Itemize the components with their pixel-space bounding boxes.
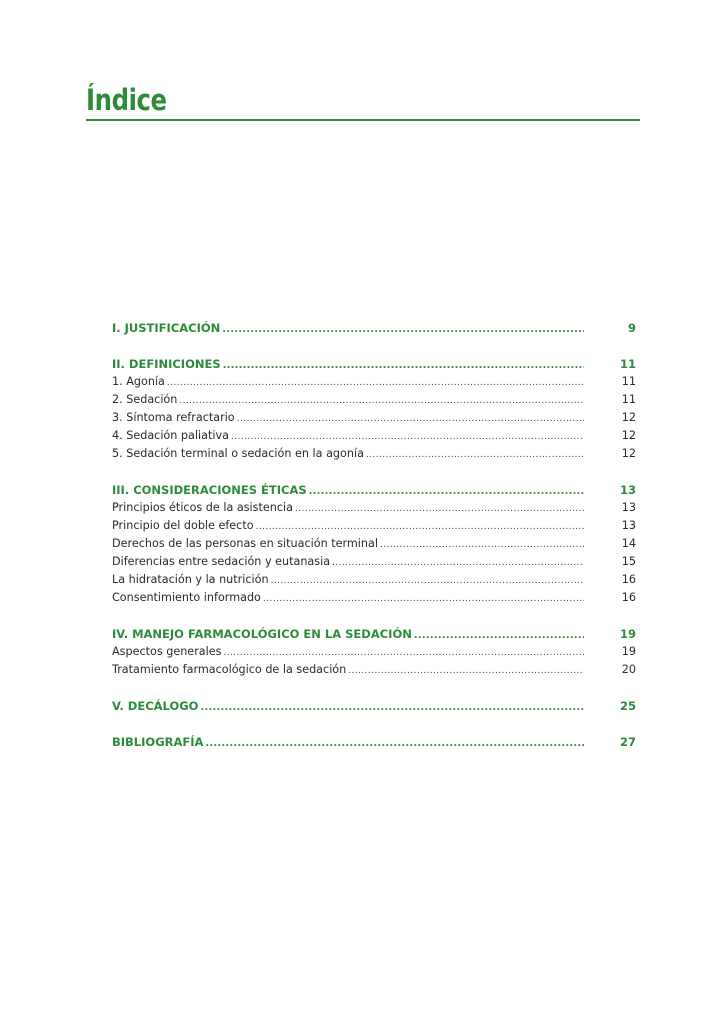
toc-heading[interactable]: [112, 733, 636, 751]
toc-item-label: 5. Sedación terminal o sedación en la agonía: [112, 447, 364, 460]
toc-heading[interactable]: [112, 625, 636, 643]
toc-heading-label: V. DECÁLOGO: [112, 699, 199, 713]
toc-section-justificacion: [112, 319, 636, 337]
toc-item-label: 4. Sedación paliativa: [112, 429, 229, 442]
dot-leader: [200, 699, 584, 717]
toc-item[interactable]: [112, 427, 636, 445]
toc-heading-label: IV. MANEJO FARMACOLÓGICO EN LA SEDACIÓN: [112, 627, 412, 641]
toc-item-label: 2. Sedación: [112, 393, 178, 406]
toc-page-number: 12: [621, 429, 636, 442]
toc-heading[interactable]: [112, 319, 636, 337]
dot-leader: [223, 357, 584, 375]
toc-page-number: 12: [621, 447, 636, 460]
toc-item-label: Principio del doble efecto: [112, 519, 254, 532]
toc-heading-label: BIBLIOGRAFÍA: [112, 735, 204, 749]
toc-item[interactable]: [112, 589, 636, 607]
toc-item-label: 3. Síntoma refractario: [112, 411, 235, 424]
toc-item-label: Consentimiento informado: [112, 591, 261, 604]
toc-heading[interactable]: [112, 481, 636, 499]
toc-page-number: 19: [621, 645, 636, 658]
toc-section-bibliografia: [112, 733, 636, 751]
toc-item-label: Derechos de las personas en situación terminal: [112, 537, 378, 550]
toc-item[interactable]: [112, 643, 636, 661]
toc-item[interactable]: [112, 517, 636, 535]
toc-page-number: 9: [627, 321, 636, 335]
toc-page-number: 13: [619, 483, 636, 497]
toc-section-consideraciones-eticas: [112, 481, 636, 607]
page-title: Índice: [86, 83, 167, 117]
toc-page-number: 12: [621, 411, 636, 424]
toc-item[interactable]: [112, 571, 636, 589]
toc-item-label: Diferencias entre sedación y eutanasia: [112, 555, 331, 568]
toc-item[interactable]: [112, 553, 636, 571]
toc-item[interactable]: [112, 535, 636, 553]
toc-page-number: 20: [621, 663, 636, 676]
toc-item-label: Aspectos generales: [112, 645, 222, 658]
toc-heading[interactable]: [112, 697, 636, 715]
toc-page-number: 16: [621, 591, 636, 604]
dot-leader: [366, 446, 584, 464]
toc-item-label: Principios éticos de la asistencia: [112, 501, 293, 514]
dot-leader: [263, 590, 584, 608]
toc-item-label: Tratamiento farmacológico de la sedación: [112, 663, 347, 676]
toc-page-number: 13: [621, 519, 636, 532]
toc-item[interactable]: [112, 391, 636, 409]
toc-item[interactable]: [112, 499, 636, 517]
toc-section-manejo-farmacologico: [112, 625, 636, 679]
dot-leader: [222, 321, 584, 339]
toc-heading-label: III. CONSIDERACIONES ÉTICAS: [112, 483, 307, 497]
title-rule: [86, 119, 640, 121]
toc-heading-label: II. DEFINICIONES: [112, 357, 221, 371]
dot-leader: [380, 536, 584, 554]
dot-leader: [295, 500, 584, 518]
toc-page-number: 11: [621, 375, 636, 388]
table-of-contents: [112, 319, 636, 769]
toc-item[interactable]: [112, 661, 636, 679]
toc-section-decalogo: [112, 697, 636, 715]
dot-leader: [237, 410, 584, 428]
dot-leader: [167, 374, 584, 392]
toc-page-number: 11: [621, 393, 636, 406]
toc-item[interactable]: [112, 445, 636, 463]
dot-leader: [309, 483, 584, 501]
toc-page-number: 13: [621, 501, 636, 514]
toc-heading-label: I. JUSTIFICACIÓN: [112, 321, 221, 335]
toc-page-number: 11: [619, 357, 636, 371]
dot-leader: [332, 554, 584, 572]
dot-leader: [271, 572, 584, 590]
toc-page-number: 15: [621, 555, 636, 568]
dot-leader: [348, 662, 584, 680]
toc-item-label: La hidratación y la nutrición: [112, 573, 269, 586]
toc-item-label: 1. Agonía: [112, 375, 165, 388]
dot-leader: [256, 518, 584, 536]
dot-leader: [179, 392, 584, 410]
dot-leader: [205, 735, 584, 753]
toc-page-number: 14: [621, 537, 636, 550]
dot-leader: [231, 428, 584, 446]
toc-page-number: 25: [619, 699, 636, 713]
toc-item[interactable]: [112, 373, 636, 391]
toc-page-number: 19: [619, 627, 636, 641]
toc-page-number: 27: [619, 735, 636, 749]
toc-item[interactable]: [112, 409, 636, 427]
toc-page-number: 16: [621, 573, 636, 586]
dot-leader: [223, 644, 584, 662]
dot-leader: [414, 627, 584, 645]
toc-section-definiciones: [112, 355, 636, 463]
toc-heading[interactable]: [112, 355, 636, 373]
